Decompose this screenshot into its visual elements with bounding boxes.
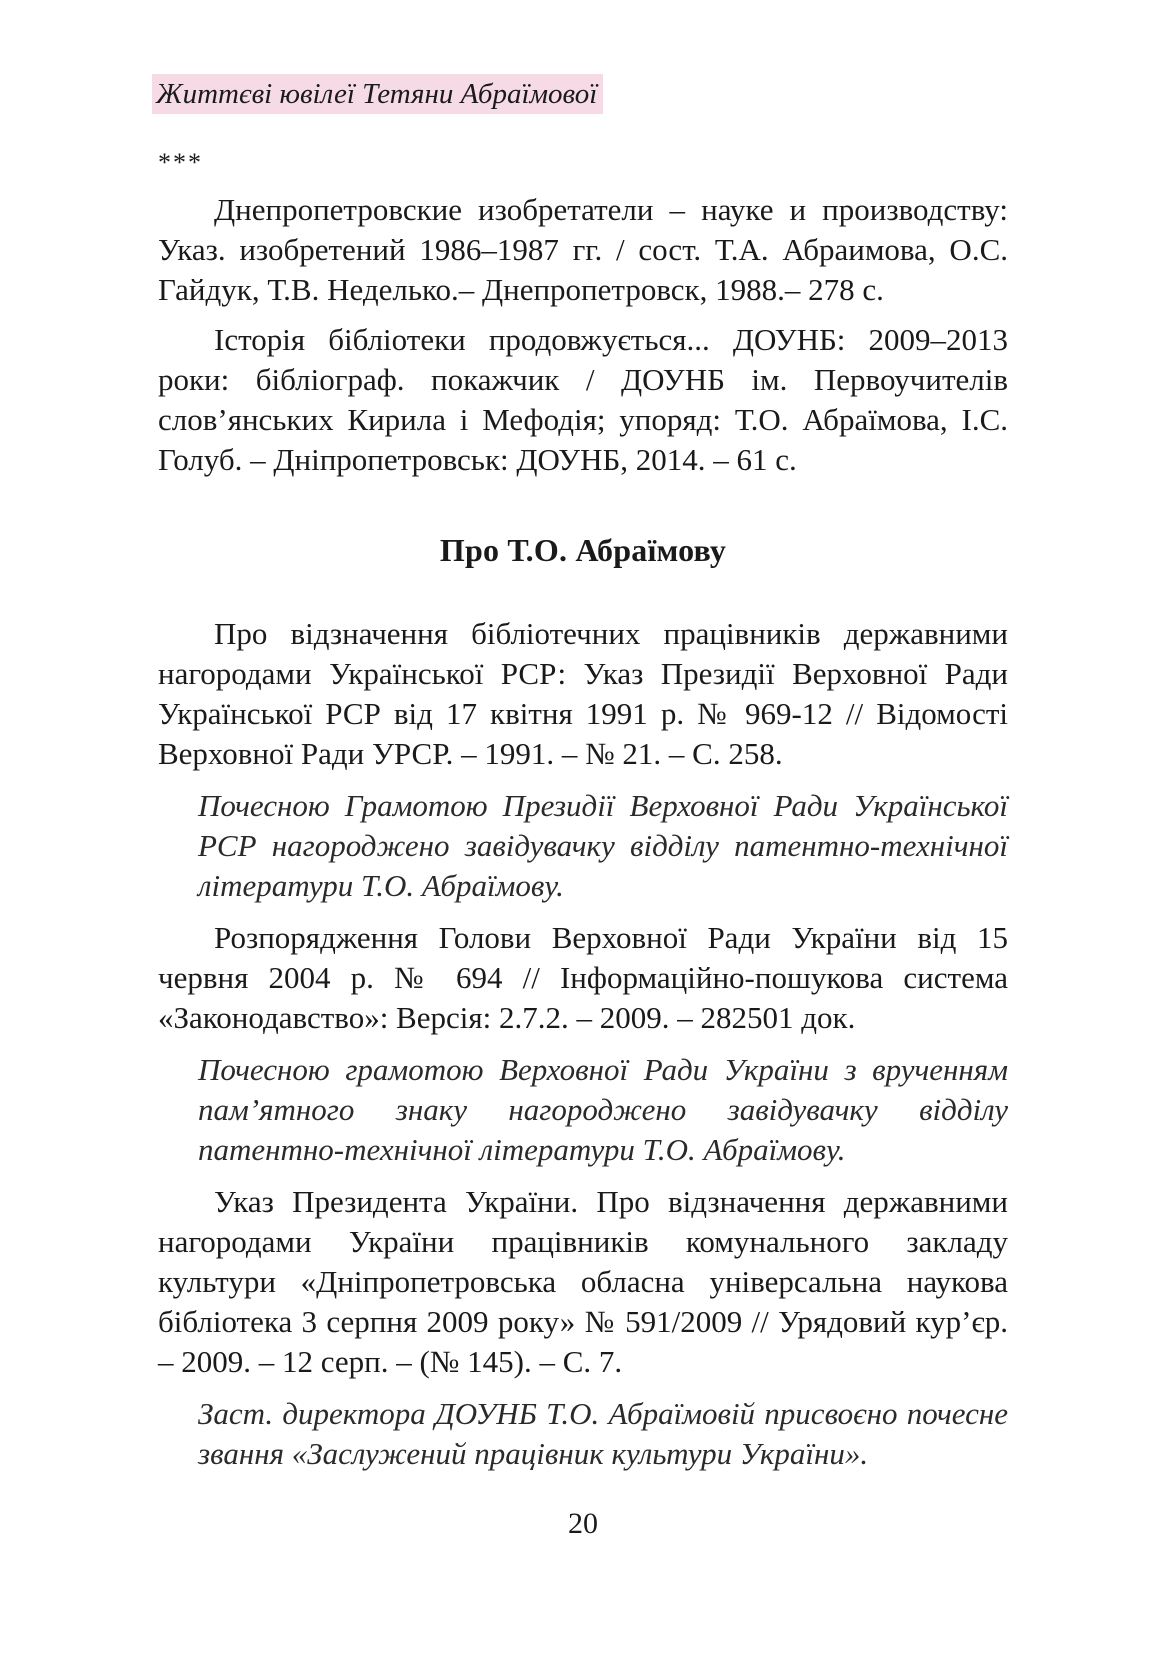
section-separator: ***: [158, 148, 203, 177]
annotation: Заст. директора ДОУНБ Т.О. Абраїмовій присвоєно почесне звання «Заслужений працівник культури України».: [198, 1396, 1008, 1471]
running-header: Життєві ювілеї Тетяни Абраїмової: [152, 74, 603, 114]
bibliography-entry: Історія бібліотеки продовжується... ДОУНБ: 2009–2013 роки: бібліограф. покажчик / ДОУНБ ім. Первоучителів слов’янських Кирила і Мефодія; упоряд: Т.О. Абраїмова, І.С. Голуб. – Дніпропетровськ: ДОУНБ, 2014. – 61 с.: [158, 322, 1008, 477]
annotation: Почесною Грамотою Президії Верховної Ради Української РСР нагороджено завідувачку відділу патентно-технічної літератури Т.О. Абраїмову.: [198, 788, 1008, 903]
annotation: Почесною грамотою Верховної Ради України з врученням пам’ятного знаку нагороджено завідувачку відділу патентно-технічної літератури Т.О. Абраїмову.: [198, 1052, 1008, 1167]
section-heading: Про Т.О. Абраїмову: [439, 532, 727, 568]
bibliography-entry: Розпорядження Голови Верховної Ради України від 15 червня 2004 р. № 694 // Інформаційно-пошукова система «Законодавство»: Версія: 2.7.2. – 2009. – 282501 док.: [158, 920, 1008, 1035]
bibliography-entry: Днепропетровские изобретатели – науке и производству: Указ. изобретений 1986–1987 гг. / сост. Т.А. Абраимова, О.С. Гайдук, Т.В. Неделько.– Днепропетровск, 1988.– 278 с.: [158, 192, 1008, 307]
bibliography-entry: Про відзначення бібліотечних працівників державними нагородами Української РСР: Указ Президії Верховної Ради Української РСР від 17 квітня 1991 р. № 969-12 // Відомості Верховної Ради УРСР. – 1991. – № 21. – С. 258.: [158, 616, 1008, 771]
bibliography-entry: Указ Президента України. Про відзначення державними нагородами України працівників комунального закладу культури «Дніпропетровська обласна універсальна наукова бібліотека 3 серпня 2009 року» № 591/2009 // Урядовий кур’єр. – 2009. – 12 серп. – (№ 145). – С. 7.: [158, 1184, 1008, 1379]
page-content: [158, 190, 1008, 1474]
page-number: 20: [568, 1507, 598, 1540]
